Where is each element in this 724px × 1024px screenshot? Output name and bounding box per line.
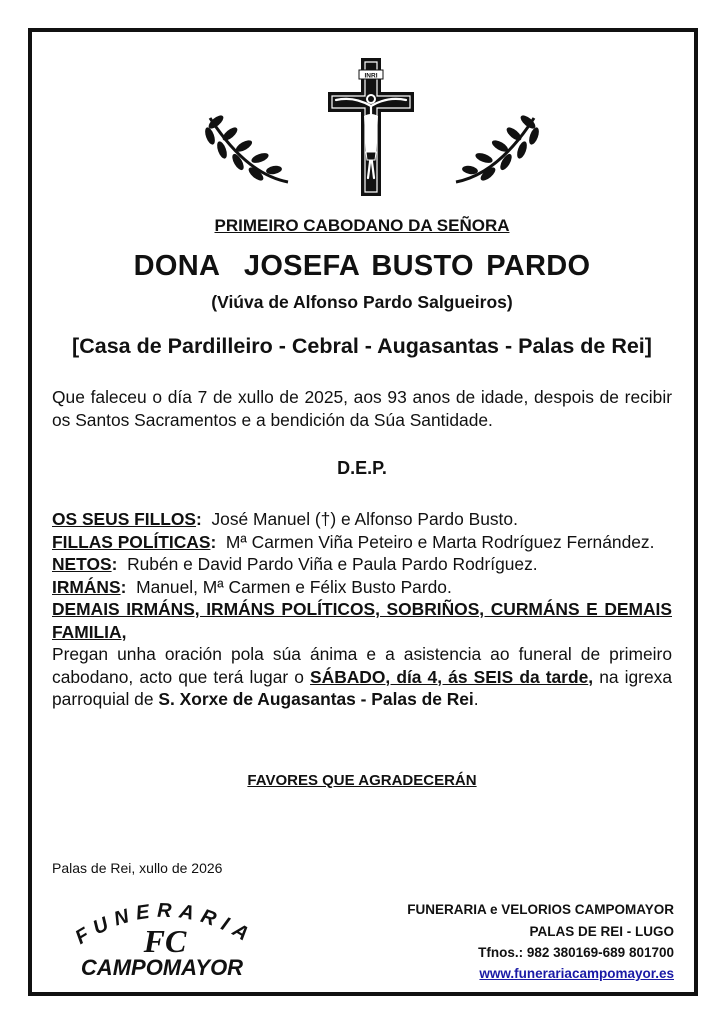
logo-arc-text: FUNERARIA <box>71 899 259 949</box>
dep-heading: D.E.P. <box>337 458 387 478</box>
funeral-time: SÁBADO, día 4, ás SEIS da tarde <box>310 666 589 687</box>
relative-line-grandchildren: NETOS: Rubén e David Pardo Viña e Paula Pardo Rodríguez. <box>52 554 538 574</box>
relative-line-daughters-in-law: FILLAS POLÍTICAS: Mª Carmen Viña Peteiro e Marta Rodríguez Fernández. <box>52 531 655 552</box>
relative-line-siblings: IRMÁNS: Manuel, Mª Carmen e Félix Busto Pardo. <box>52 576 452 597</box>
prayer-paragraph: Pregan unha oración pola súa ánima e a asistencia ao funeral de primeiro cabodano, acto que terá lugar o SÁBADO, día 4, ás SEIS da tarde, na igrexa parroquial de S. Xorxe de Augasantas - Palas de Rei. <box>52 644 673 709</box>
other-relatives: DEMAIS IRMÁNS, IRMÁNS POLÍTICOS, SOBRIÑOS, CURMÁNS E DEMAIS FAMILIA, <box>52 599 672 642</box>
relative-label: IRMÁNS <box>52 576 121 597</box>
company-phones: Tfnos.: 982 380169-689 801700 <box>478 945 674 960</box>
relatives-block <box>52 508 672 711</box>
relative-names: Mª Carmen Viña Peteiro e Marta Rodríguez Fernández. <box>225 531 655 552</box>
notice-title: PRIMEIRO CABODANO DA SEÑORA <box>214 216 510 235</box>
funeral-home-logo <box>50 890 280 982</box>
cross-inscription: INRI <box>364 72 378 80</box>
relative-names: José Manuel (†) e Alfonso Pardo Busto. <box>211 509 518 529</box>
other-relatives-label: DEMAIS IRMÁNS, IRMÁNS POLÍTICOS, SOBRIÑOS, CURMÁNS E DEMAIS FAMILIA <box>52 599 672 642</box>
relative-line-children: OS SEUS FILLOS: José Manuel (†) e Alfonso Pardo Busto. <box>52 509 518 529</box>
deceased-name: DONA JOSEFA BUSTO PARDO <box>133 250 591 282</box>
logo-monogram: FC <box>143 923 187 959</box>
right-laurel-icon <box>448 112 548 192</box>
prayer-text: Pregan unha oración pola súa ánima e a asistencia ao funeral de primeiro cabodano, acto que terá lugar o <box>52 644 672 687</box>
website-link-wrapper[interactable] <box>479 966 674 981</box>
relative-names: Rubén e David Pardo Viña e Paula Pardo Rodríguez. <box>127 554 538 574</box>
company-name: FUNERARIA e VELORIOS CAMPOMAYOR <box>407 902 674 917</box>
company-location: PALAS DE REI - LUGO <box>529 924 674 939</box>
relative-label: FILLAS POLÍTICAS <box>52 531 211 552</box>
relative-label: NETOS <box>52 554 112 574</box>
relative-label: OS SEUS FILLOS <box>52 509 196 529</box>
logo-name: CAMPOMAYOR <box>80 955 244 980</box>
relative-names: Manuel, Mª Carmen e Félix Busto Pardo. <box>136 576 452 597</box>
prayer-text-mid: na igrexa parroquial de <box>52 666 673 709</box>
website-link[interactable]: www.funerariacampomayor.es <box>479 966 674 981</box>
funeral-place: S. Xorxe de Augasantas - Palas de Rei <box>158 689 474 709</box>
intro-paragraph: Que faleceu o día 7 de xullo de 2025, aos 93 anos de idade, despois de recibir os Santos Sacramentos e a bendición da Súa Santidade. <box>52 387 672 430</box>
widow-note: (Viúva de Alfonso Pardo Salgueiros) <box>211 292 513 312</box>
thanks-line: FAVORES QUE AGRADECERÁN <box>247 772 477 789</box>
crucifix-icon <box>326 56 416 198</box>
place-date: Palas de Rei, xullo de 2026 <box>52 860 223 876</box>
left-laurel-icon <box>196 112 296 192</box>
house-location: [Casa de Pardilleiro - Cebral - Augasantas - Palas de Rei] <box>72 334 652 358</box>
prayer-end: . <box>473 689 479 709</box>
